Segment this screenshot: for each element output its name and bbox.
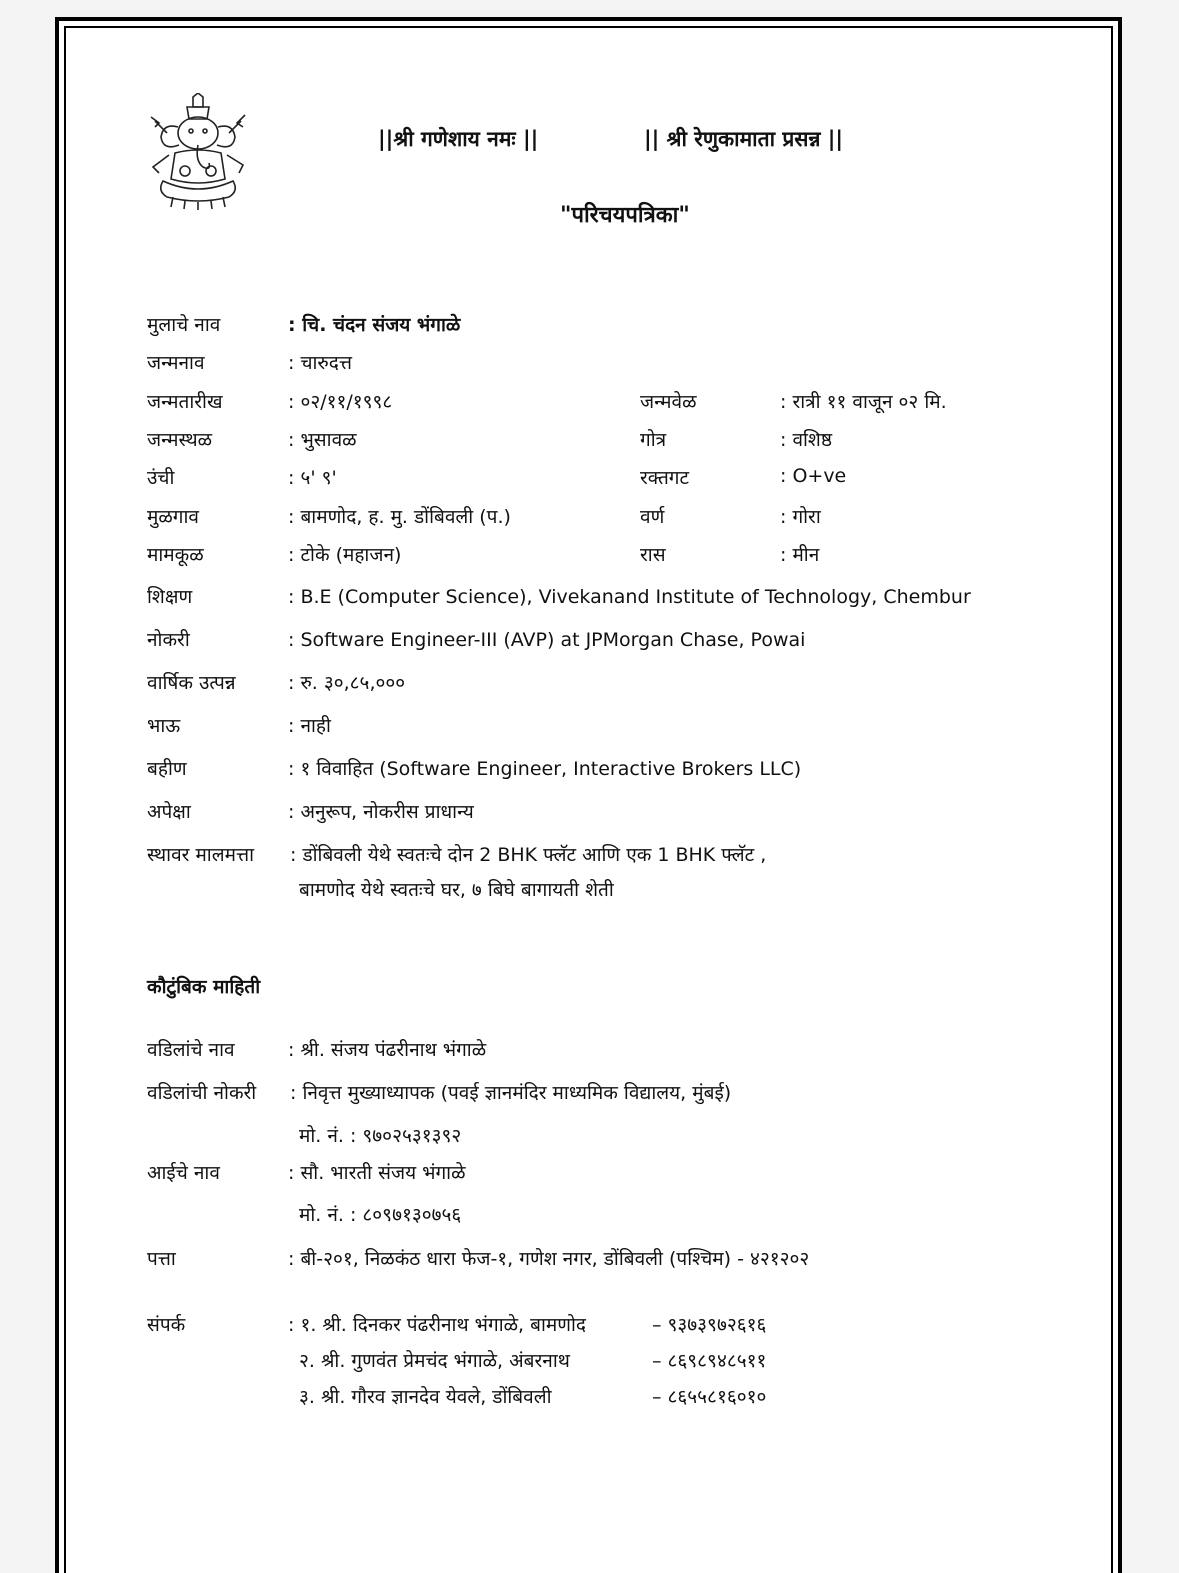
detail-label-education: शिक्षण [147, 586, 193, 608]
family-value-mother-phone: मो. नं. : ८०९७१३०७५६ [299, 1204, 462, 1226]
detail-value-birthtime: : रात्री ११ वाजून ०२ मि. [780, 391, 947, 413]
inner-border [64, 26, 1113, 1573]
detail-label-complexion: वर्ण [640, 506, 665, 528]
contact-phone-2: – ८६९८९४८५११ [652, 1350, 767, 1372]
detail-value-sister: : १ विवाहित (Software Engineer, Interactive Brokers LLC) [288, 758, 802, 780]
detail-value-native: : बामणोद, ह. मु. डोंबिवली (प.) [288, 506, 511, 528]
contact-phone-3: – ८६५५८१६०१० [652, 1386, 767, 1408]
contact-name-1: : १. श्री. दिनकर पंढरीनाथ भंगाळे, बामणोद [288, 1314, 587, 1336]
family-label-mother: आईचे नाव [147, 1162, 220, 1184]
detail-value-maternal: : टोके (महाजन) [288, 544, 402, 566]
detail-label-name: मुलाचे नाव [147, 314, 221, 336]
detail-value-job: : Software Engineer-III (AVP) at JPMorgan Chase, Powai [288, 629, 806, 651]
detail-value-education: : B.E (Computer Science), Vivekanand Institute of Technology, Chembur [288, 586, 971, 608]
detail-label-sister: बहीण [147, 758, 187, 780]
detail-label-birthtime: जन्मवेळ [640, 391, 697, 413]
detail-value-birthname: : चारुदत्त [288, 352, 353, 374]
detail-value-name: : चि. चंदन संजय भंगाळे [288, 314, 461, 336]
detail-label-native: मुळगाव [147, 506, 199, 528]
ganesha-logo-icon [145, 93, 251, 211]
family-value-father-phone: मो. नं. : ९७०२५३१३९२ [299, 1125, 462, 1147]
family-label-address: पत्ता [147, 1248, 176, 1270]
detail-label-rashi: रास [640, 544, 666, 566]
contact-name-2: २. श्री. गुणवंत प्रेमचंद भंगाळे, अंबरनाथ [299, 1350, 570, 1372]
detail-label-maternal: मामकूळ [147, 544, 204, 566]
family-label-father: वडिलांचे नाव [147, 1039, 235, 1061]
family-heading: कौटुंबिक माहिती [147, 976, 261, 998]
detail-value-complexion: : गोरा [780, 506, 821, 528]
detail-label-height: उंची [147, 467, 175, 489]
detail-label-job: नोकरी [147, 629, 190, 651]
contact-name-3: ३. श्री. गौरव ज्ञानदेव येवले, डोंबिवली [299, 1386, 552, 1408]
detail-value-gotra: : वशिष्ठ [780, 429, 833, 451]
family-label-father-job: वडिलांची नोकरी [147, 1082, 257, 1104]
detail-label-property: स्थावर मालमत्ता [147, 844, 255, 866]
family-value-mother: : सौ. भारती संजय भंगाळे [288, 1162, 466, 1184]
detail-value-property-line2: बामणोद येथे स्वतःचे घर, ७ बिघे बागायती शेती [299, 879, 614, 901]
detail-value-birthplace: : भुसावळ [288, 429, 357, 451]
detail-value-height: : ५' ९' [288, 467, 337, 489]
contact-phone-1: – ९३७३९७२६१६ [652, 1314, 767, 1336]
family-value-address: : बी-२०१, निळकंठ धारा फेज-१, गणेश नगर, डोंबिवली (पश्चिम) - ४२१२०२ [288, 1248, 810, 1270]
detail-label-birthname: जन्मनाव [147, 352, 205, 374]
detail-value-brother: : नाही [288, 715, 331, 737]
document-title: "परिचयपत्रिका" [560, 203, 690, 228]
invocation-ganesh: ||श्री गणेशाय नमः || [378, 127, 539, 151]
detail-label-income: वार्षिक उत्पन्न [147, 672, 236, 694]
detail-label-gotra: गोत्र [640, 429, 667, 451]
detail-label-bloodgroup: रक्तगट [640, 467, 690, 489]
detail-value-income: : रु. ३०,८५,००० [288, 672, 406, 694]
detail-value-property: : डोंबिवली येथे स्वतःचे दोन 2 BHK फ्लॅट आणि एक 1 BHK फ्लॅट , [290, 844, 767, 866]
detail-value-bloodgroup: : O+ve [780, 465, 847, 487]
detail-label-birthplace: जन्मस्थळ [147, 429, 213, 451]
family-value-father-job: : निवृत्त मुख्याध्यापक (पवई ज्ञानमंदिर माध्यमिक विद्यालय, मुंबई) [290, 1082, 732, 1104]
detail-label-birthdate: जन्मतारीख [147, 391, 223, 413]
detail-value-birthdate: : ०२/११/१९९८ [288, 391, 393, 413]
contacts-label: संपर्क [147, 1314, 186, 1336]
family-value-father: : श्री. संजय पंढरीनाथ भंगाळे [288, 1039, 487, 1061]
detail-label-expectation: अपेक्षा [147, 801, 191, 823]
invocation-renukamata: || श्री रेणुकामाता प्रसन्न || [644, 127, 844, 151]
detail-value-rashi: : मीन [780, 544, 820, 566]
detail-label-brother: भाऊ [147, 715, 181, 737]
detail-value-expectation: : अनुरूप, नोकरीस प्राधान्य [288, 801, 474, 823]
